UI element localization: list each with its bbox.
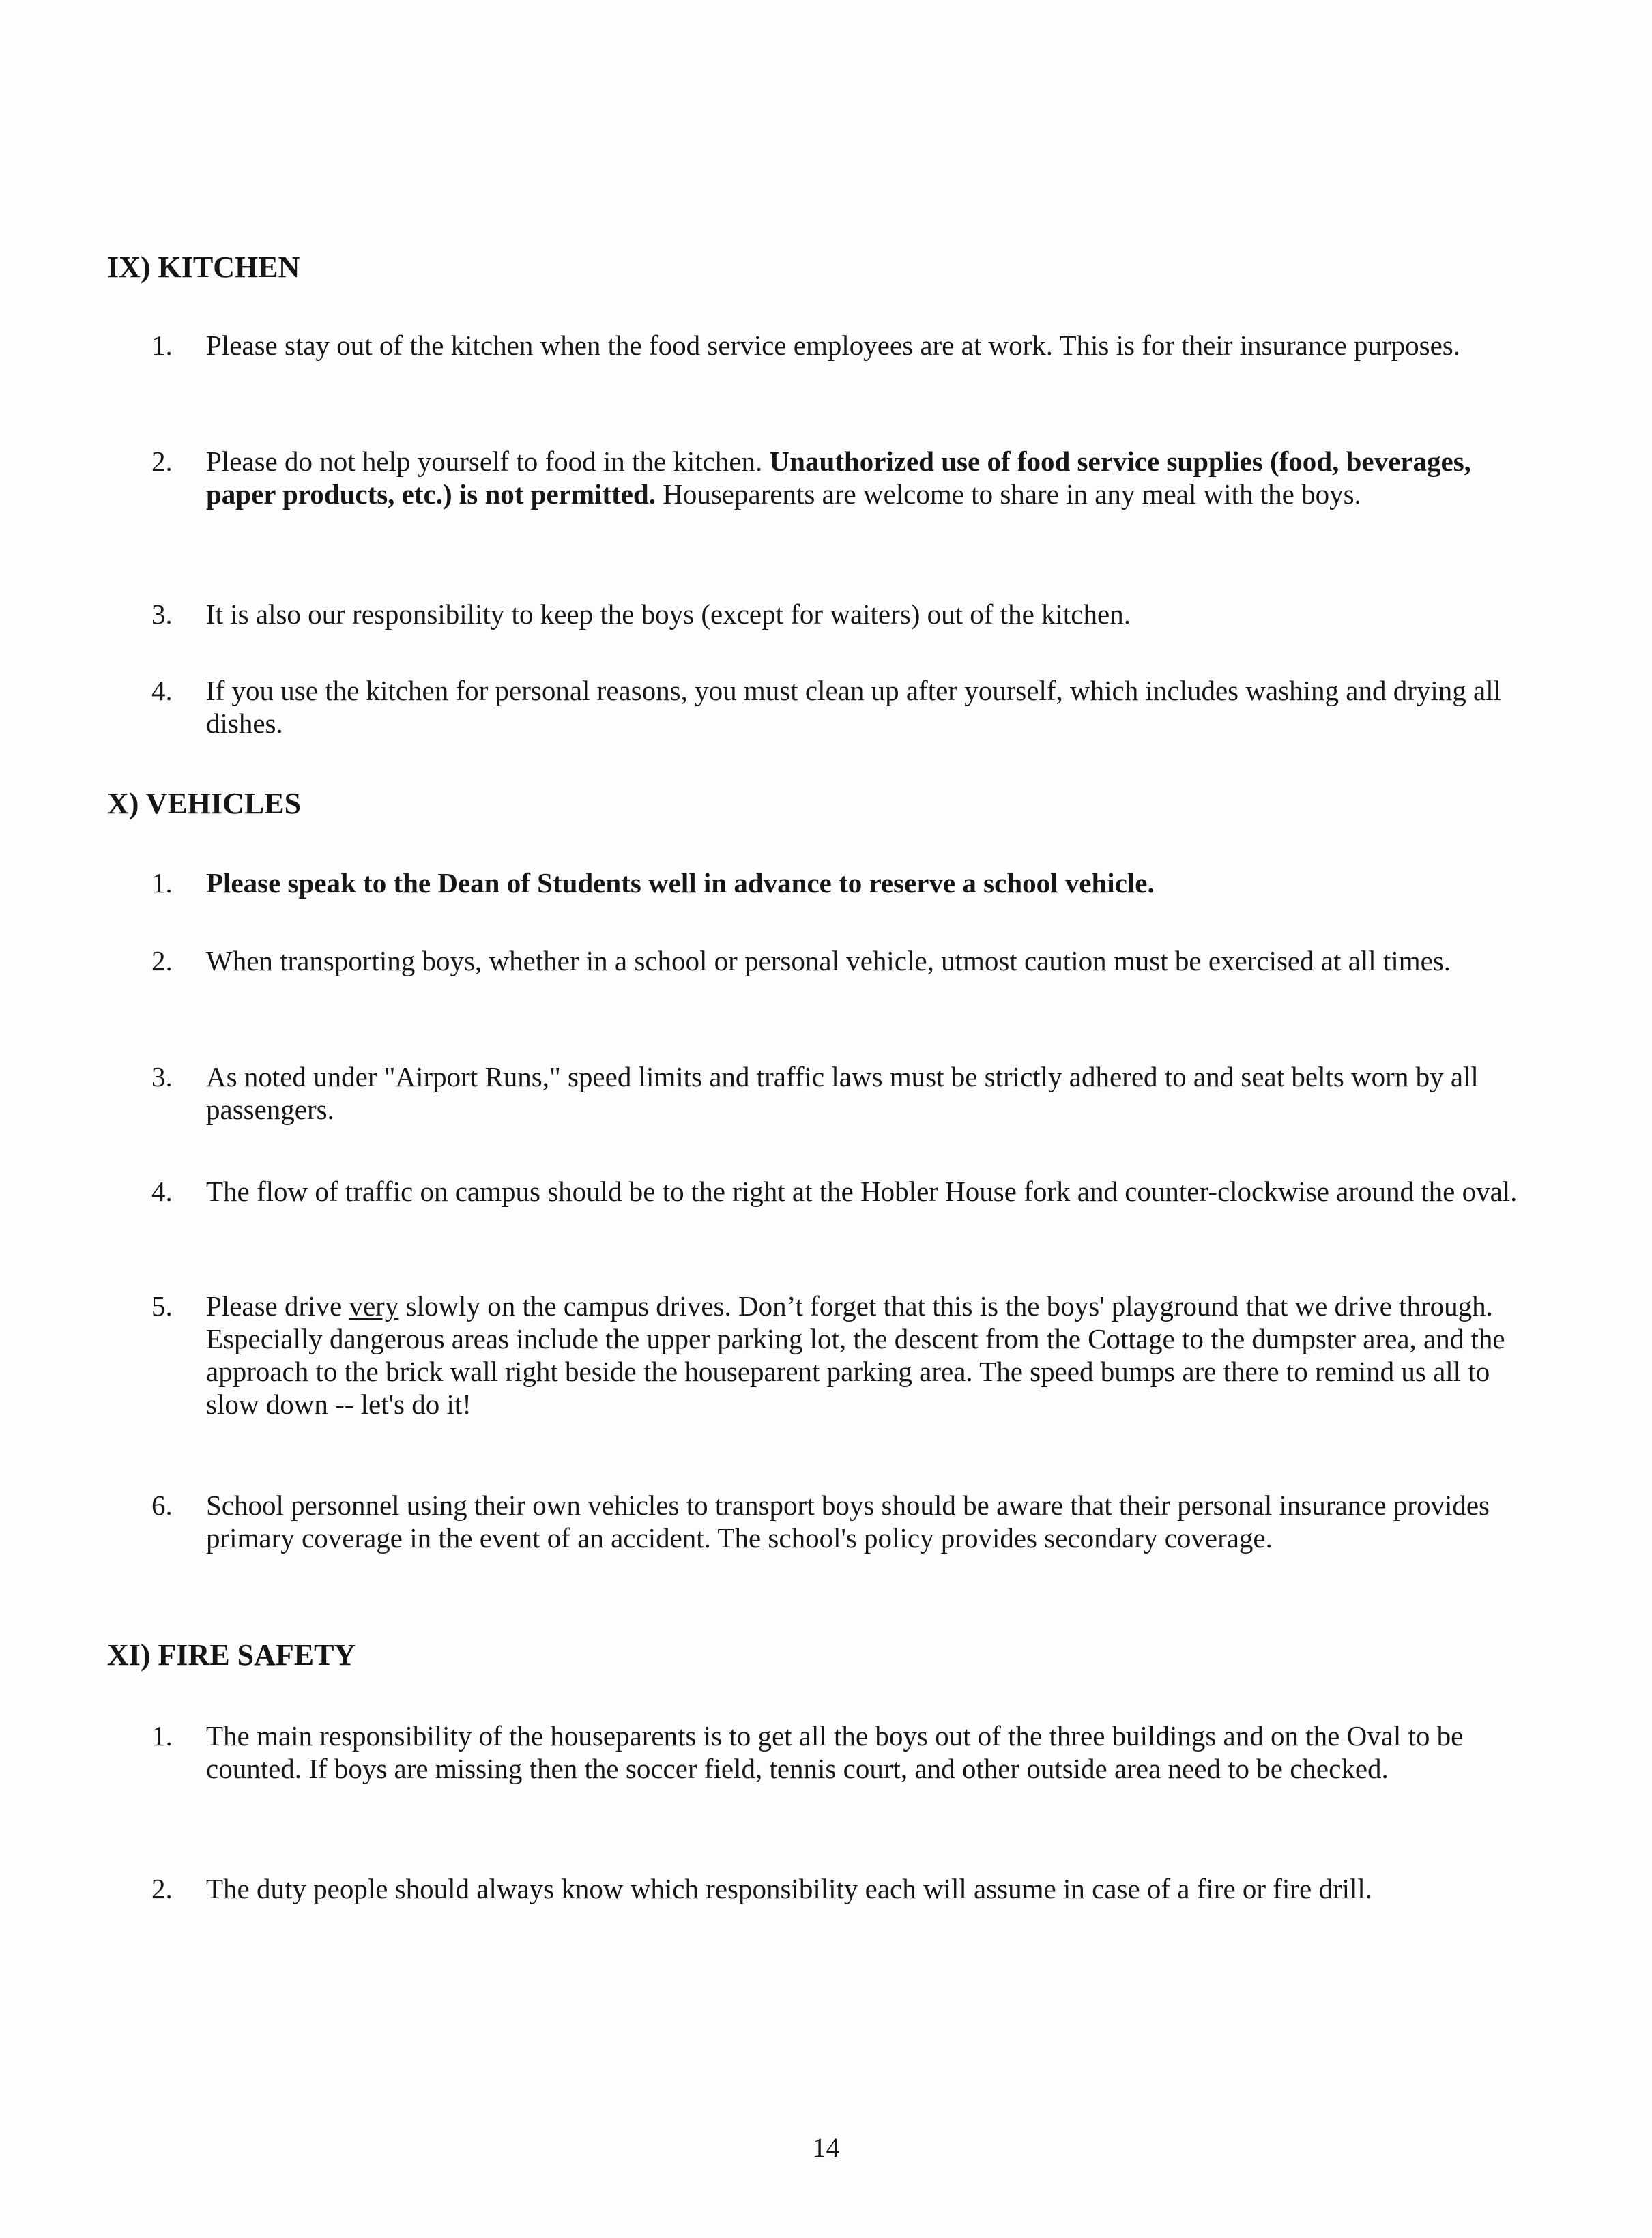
item-text: As noted under "Airport Runs," speed limits and traffic laws must be strictly adhered to and seat belts worn by all passengers. [206,1061,1479,1125]
item-number: 1. [151,1720,173,1752]
item-number: 1. [151,330,173,361]
item-text-part: Houseparents are welcome to share in any meal with the boys. [663,478,1361,510]
item-text: The flow of traffic on campus should be to the right at the Hobler House fork and counter-clockwise around the oval. [206,1176,1518,1207]
item-text-part: Please drive [206,1290,343,1322]
list-item [151,1719,1530,1785]
item-text: Please stay out of the kitchen when the food service employees are at work. This is for their insurance purposes. [206,330,1461,361]
item-number: 6. [151,1489,173,1521]
item-number: 2. [151,446,173,477]
list-item [151,1872,1530,1905]
item-text-bold: Unauthorized use of food service supplies (food, beverages, paper products, etc.) is not permitted. [206,446,1471,510]
list-item [151,867,1530,899]
item-text-bold: Please speak to the Dean of Students well in advance to reserve a school vehicle. [206,867,1155,899]
section-heading-vehicles: X) VEHICLES [107,787,302,820]
item-text: The duty people should always know which responsibility each will assume in case of a fire or fire drill. [206,1873,1373,1904]
item-text-part: Please do not help yourself to food in the kitchen. [206,446,763,477]
item-number: 2. [151,1873,173,1904]
section-heading-kitchen: IX) KITCHEN [107,250,300,284]
item-text [206,867,1530,899]
item-text: It is also our responsibility to keep the boys (except for waiters) out of the kitchen. [206,598,1131,630]
list-item [151,1489,1530,1554]
item-text [206,1290,1530,1421]
list-item [151,944,1530,977]
list-item [151,1175,1530,1208]
item-number: 2. [151,945,173,976]
list-item [151,445,1530,510]
page-number: 14 [812,2132,840,2163]
item-text: School personnel using their own vehicles to transport boys should be aware that their personal insurance provides primary coverage in the event of an accident. The school's policy provides secondary coverage. [206,1489,1490,1554]
item-number: 5. [151,1290,173,1322]
item-text-part: slowly on the campus drives. Don’t forget that this is the boys' playground that we drive through. Especially dangerous areas include the upper parking lot, the descent from the Cottage to the dumpster area, and the approach to the brick wall right beside the houseparent parking area. The speed bumps are there to remind us all to slow down -- let's do it! [206,1290,1505,1420]
item-number: 1. [151,867,173,899]
item-number: 4. [151,1176,173,1207]
list-item [151,674,1530,740]
item-text: If you use the kitchen for personal reasons, you must clean up after yourself, which includes washing and drying all dishes. [206,675,1502,739]
list-item [151,1060,1530,1126]
list-item [151,329,1530,362]
item-text [206,445,1530,510]
item-number: 3. [151,1061,173,1092]
item-number: 3. [151,598,173,630]
item-number: 4. [151,675,173,706]
list-item [151,598,1530,630]
item-text: When transporting boys, whether in a school or personal vehicle, utmost caution must be exercised at all times. [206,945,1451,976]
item-text: The main responsibility of the houseparents is to get all the boys out of the three buildings and on the Oval to be counted. If boys are missing then the soccer field, tennis court, and other outside area need to be checked. [206,1720,1464,1784]
section-heading-fire-safety: XI) FIRE SAFETY [107,1638,356,1672]
item-text-underline: very [349,1290,399,1322]
list-item [151,1290,1530,1421]
